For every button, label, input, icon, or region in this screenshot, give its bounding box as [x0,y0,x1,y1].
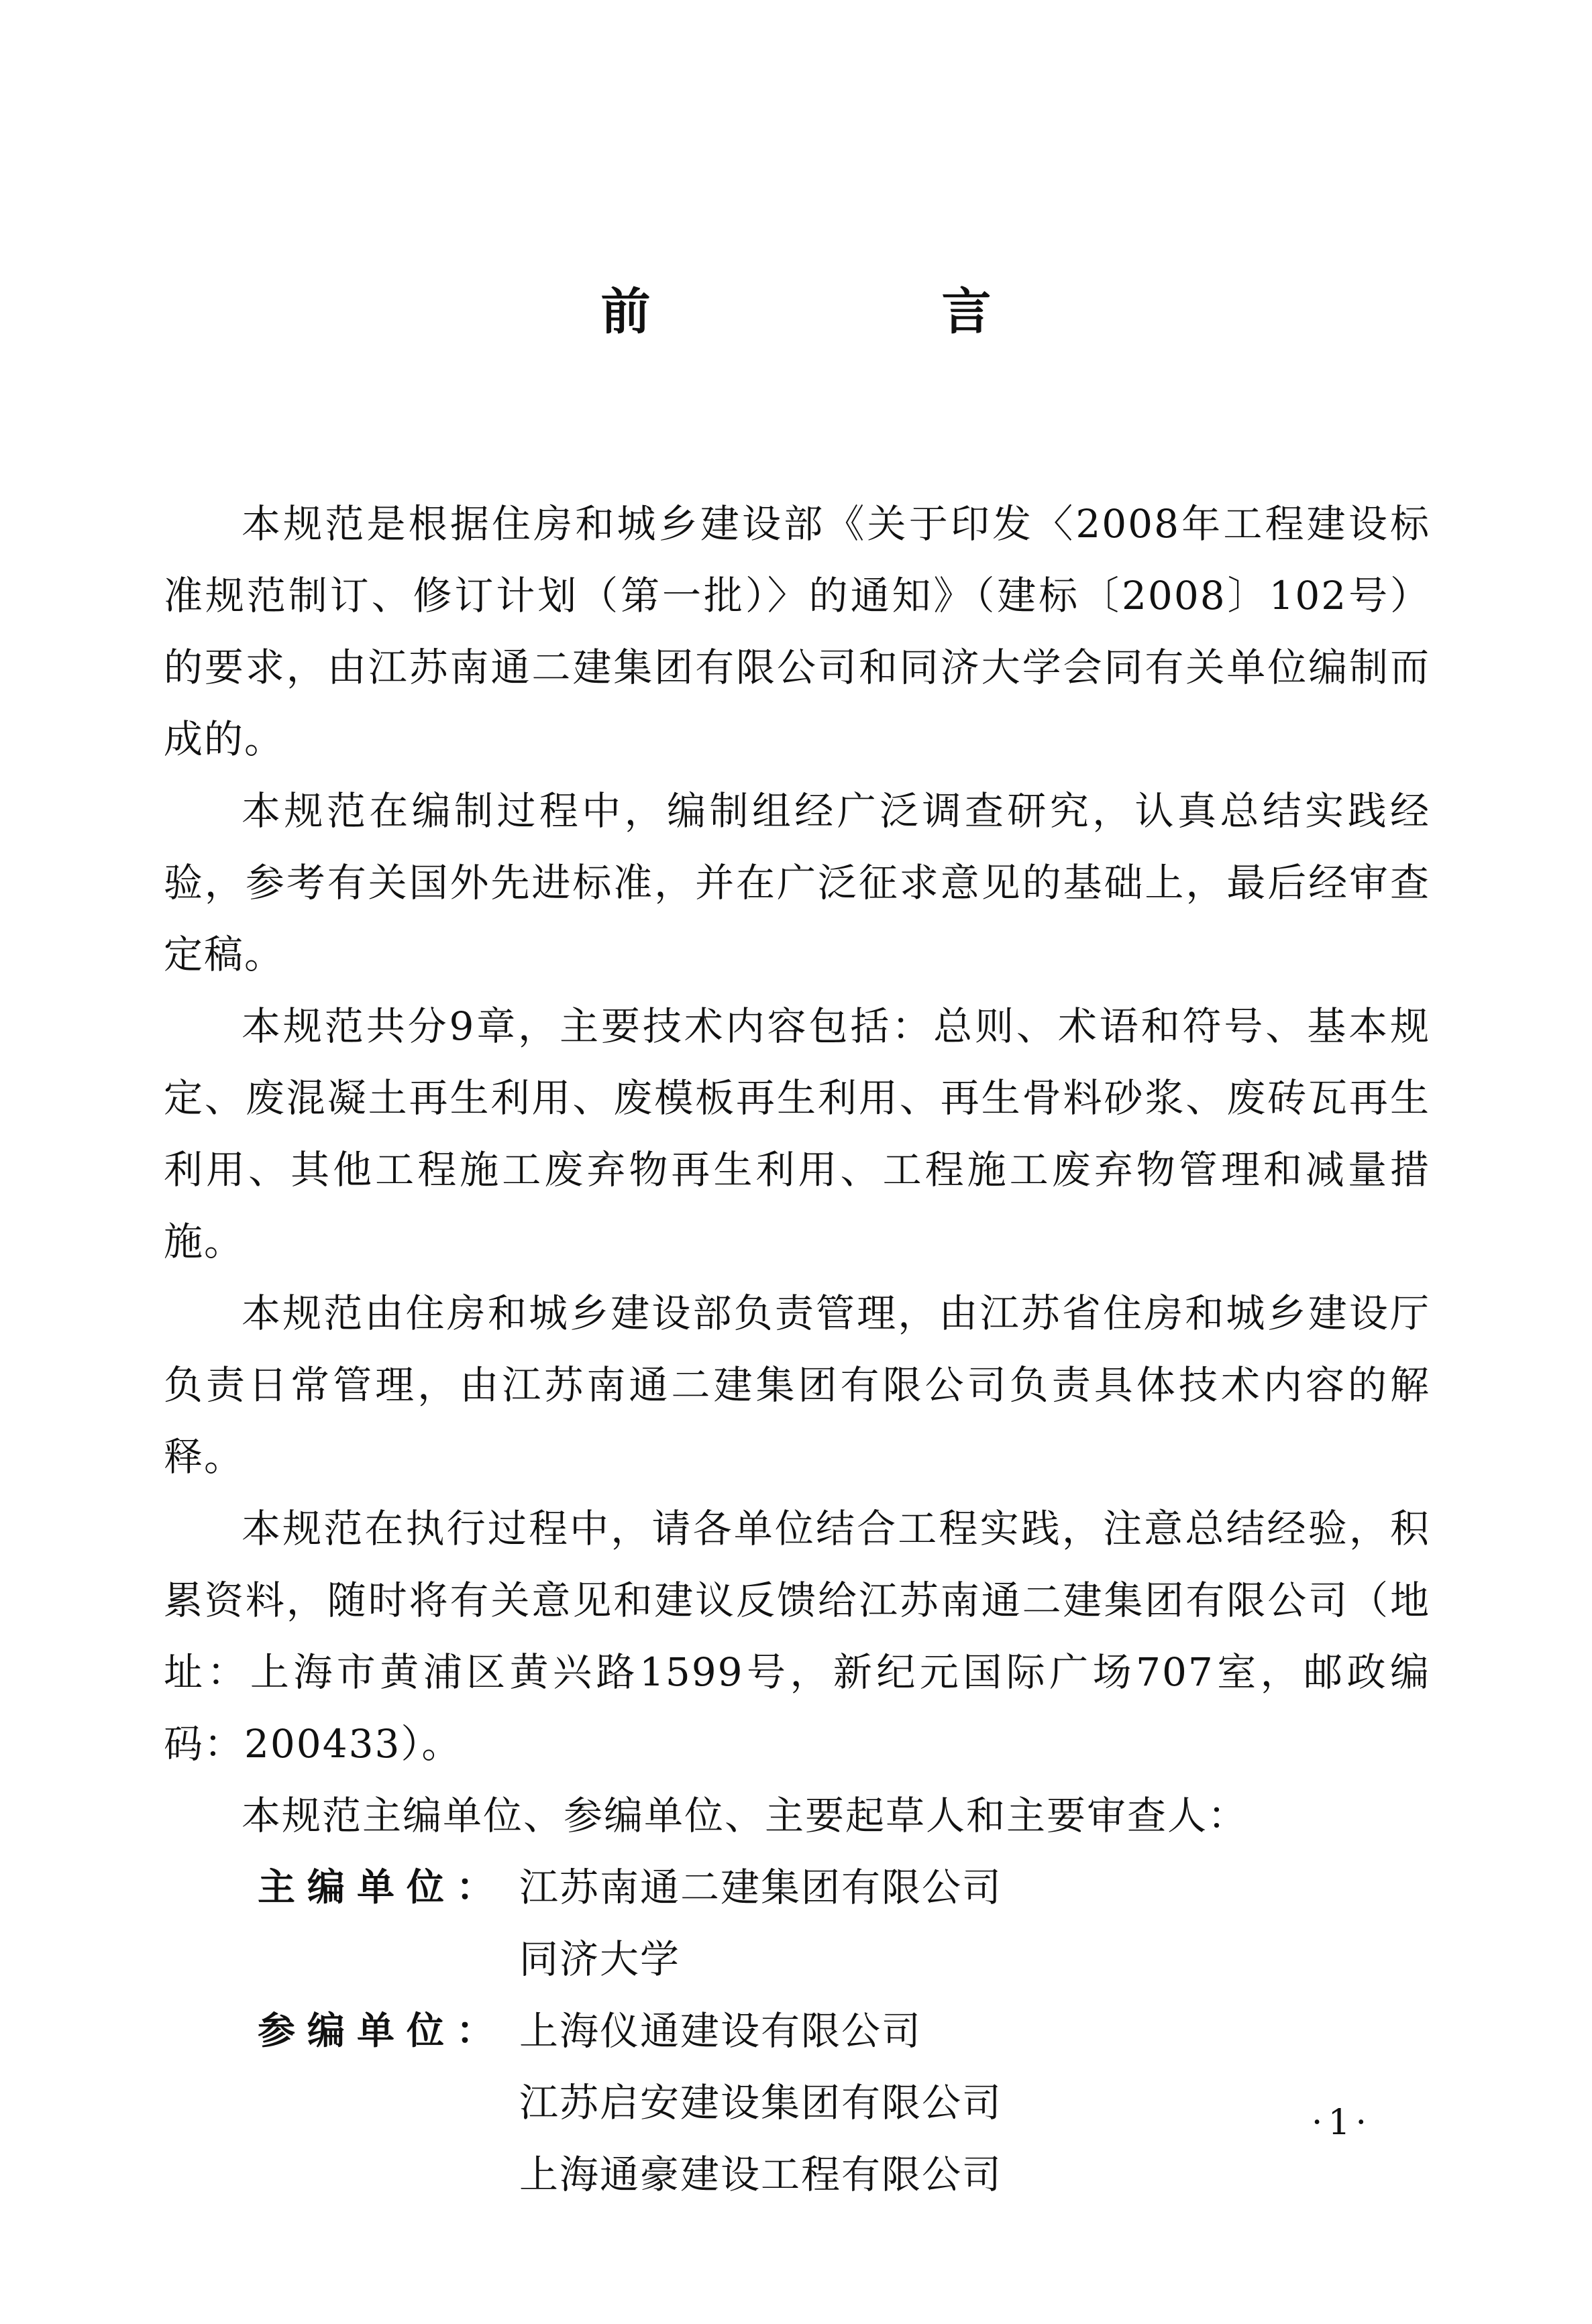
participating-units-block [164,1995,1430,2211]
participating-unit-item: 上海通豪建设工程有限公司 [519,2152,1003,2197]
chief-units-block [164,1852,1430,1995]
paragraph: 本规范由住房和城乡建设部负责管理，由江苏省住房和城乡建设厅负责日常管理，由江苏南通二建集团有限公司负责具体技术内容的解释。 [164,1290,1430,1480]
page-number: ·1· [1311,2103,1373,2143]
chief-units-label: 主编单位： [258,1866,506,1910]
chief-units-list [519,1852,1430,1995]
paragraph: 本规范是根据住房和城乡建设部《关于印发〈2008年工程建设标准规范制订、修订计划（第一批）〉的通知》（建标〔2008〕102号）的要求，由江苏南通二建集团有限公司和同济大学会同有关单位编制而成的。 [164,501,1430,762]
chief-unit-item: 同济大学 [519,1936,681,1982]
units-intro: 本规范主编单位、参编单位、主要起草人和主要审查人： [242,1793,1249,1838]
paragraph: 本规范共分9章，主要技术内容包括：总则、术语和符号、基本规定、废混凝土再生利用、废模板再生利用、再生骨料砂浆、废砖瓦再生利用、其他工程施工废弃物再生利用、工程施工废弃物管理和减量措施。 [164,1003,1430,1264]
participating-units-label: 参编单位： [258,2009,506,2053]
chief-unit-item: 江苏南通二建集团有限公司 [519,1865,1003,1910]
participating-unit-item: 江苏启安建设集团有限公司 [519,2080,1003,2125]
preface-body [164,488,1430,2211]
paragraph: 本规范在执行过程中，请各单位结合工程实践，注意总结经验，积累资料，随时将有关意见和建议反馈给江苏南通二建集团有限公司（地址：上海市黄浦区黄兴路1599号，新纪元国际广场707室，邮政编码：200433）。 [164,1506,1430,1767]
page-title: 前 言 [600,283,1112,341]
paragraph: 本规范在编制过程中，编制组经广泛调查研究，认真总结实践经验，参考有关国外先进标准，并在广泛征求意见的基础上，最后经审查定稿。 [164,788,1430,977]
participating-unit-item: 上海仪通建设有限公司 [519,2008,922,2054]
